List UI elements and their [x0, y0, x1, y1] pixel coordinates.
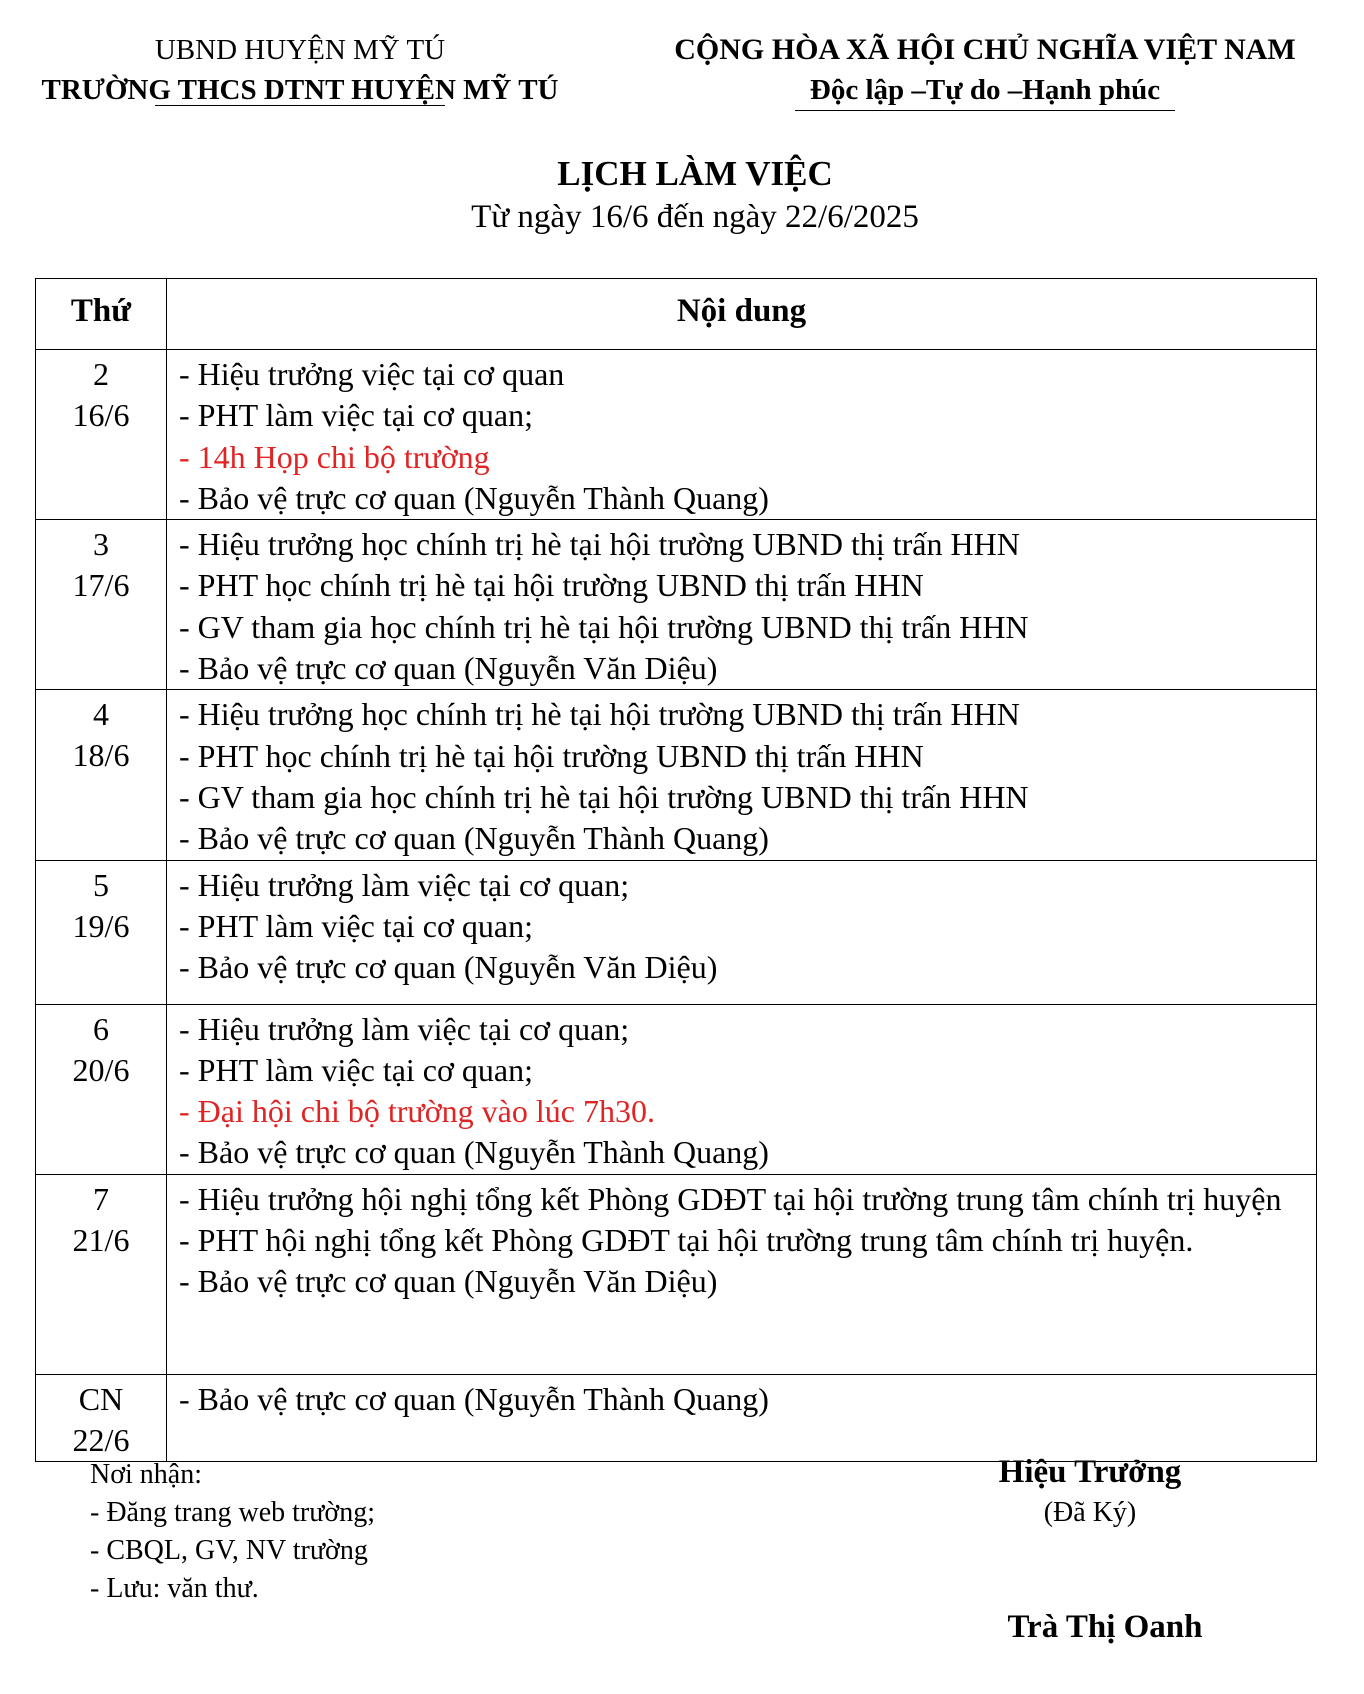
content-cell — [167, 1374, 1317, 1461]
table-row — [36, 1174, 1317, 1374]
task-line: - PHT học chính trị hè tại hội trường UBND thị trấn HHN — [179, 737, 924, 774]
schedule-table — [35, 278, 1317, 1462]
content-cell — [167, 690, 1317, 860]
date-label: 22/6 — [72, 1421, 130, 1458]
header-content: Nội dung — [167, 279, 1317, 350]
signature-block — [960, 1450, 1220, 1532]
task-line: - Hiệu trưởng làm việc tại cơ quan; — [179, 866, 630, 903]
recipient-item: - CBQL, GV, NV trường — [90, 1535, 368, 1566]
recipients-label: Nơi nhận: — [90, 1459, 203, 1490]
day-cell — [36, 860, 167, 1004]
task-line: - PHT làm việc tại cơ quan; — [179, 397, 534, 434]
task-line: - PHT học chính trị hè tại hội trường UBND thị trấn HHN — [179, 567, 924, 604]
recipient-item: - Lưu: văn thư. — [90, 1573, 259, 1604]
content-cell — [167, 860, 1317, 1004]
content-cell — [167, 1174, 1317, 1374]
task-line: - Bảo vệ trực cơ quan (Nguyễn Thành Quang) — [179, 820, 769, 857]
weekday-label: CN — [78, 1380, 124, 1417]
recipients-block — [90, 1456, 375, 1608]
weekday-label: 5 — [93, 866, 109, 903]
table-row — [36, 690, 1317, 860]
table-row — [36, 520, 1317, 690]
task-line: - Hiệu trưởng học chính trị hè tại hội trường UBND thị trấn HHN — [179, 696, 1020, 733]
day-cell — [36, 690, 167, 860]
date-label: 19/6 — [72, 907, 130, 944]
republic-name: CỘNG HÒA XÃ HỘI CHỦ NGHĨA VIỆT NAM — [674, 33, 1296, 66]
schedule-body — [36, 350, 1317, 1462]
recipient-item: - Đăng trang web trường; — [90, 1497, 376, 1528]
task-line: - Bảo vệ trực cơ quan (Nguyễn Thành Quang) — [179, 1380, 769, 1417]
task-line: - Bảo vệ trực cơ quan (Nguyễn Văn Diệu) — [179, 1263, 718, 1300]
task-line: - Bảo vệ trực cơ quan (Nguyễn Văn Diệu) — [179, 949, 718, 986]
school-name-underline — [155, 105, 445, 106]
national-header-block — [640, 30, 1330, 110]
day-cell — [36, 350, 167, 520]
task-line: - Hiệu trưởng học chính trị hè tại hội trường UBND thị trấn HHN — [179, 526, 1020, 563]
header-day: Thứ — [36, 279, 167, 350]
day-cell — [36, 1174, 167, 1374]
document-date-range: Từ ngày 16/6 đến ngày 22/6/2025 — [471, 199, 919, 235]
date-label: 17/6 — [72, 567, 130, 604]
task-line: - Hiệu trưởng hội nghị tổng kết Phòng GDĐT tại hội trường trung tâm chính trị huyện — [179, 1180, 1282, 1217]
content-cell — [167, 1004, 1317, 1174]
task-line: - Bảo vệ trực cơ quan (Nguyễn Văn Diệu) — [179, 650, 718, 687]
issuing-agency-block — [10, 30, 590, 110]
table-header-row — [36, 279, 1317, 350]
task-line: - Bảo vệ trực cơ quan (Nguyễn Thành Quang) — [179, 1134, 769, 1171]
school-name: TRƯỜNG THCS DTNT HUYỆN MỸ TÚ — [41, 74, 559, 106]
signed-note: (Đã Ký) — [1043, 1497, 1137, 1528]
date-label: 16/6 — [72, 397, 130, 433]
task-line: - Bảo vệ trực cơ quan (Nguyễn Thành Quang) — [179, 479, 769, 516]
signer-title: Hiệu Trưởng — [998, 1454, 1182, 1490]
date-label: 20/6 — [72, 1051, 130, 1088]
table-row — [36, 1374, 1317, 1461]
day-cell — [36, 1004, 167, 1174]
table-row — [36, 350, 1317, 520]
task-line: - GV tham gia học chính trị hè tại hội trường UBND thị trấn HHN — [179, 608, 1029, 645]
weekday-label: 2 — [93, 356, 109, 392]
task-line: - Hiệu trưởng việc tại cơ quan — [179, 356, 565, 392]
highlighted-task: - 14h Họp chi bộ trường — [179, 438, 490, 475]
weekday-label: 7 — [93, 1180, 109, 1217]
date-label: 18/6 — [72, 737, 130, 774]
task-line: - PHT hội nghị tổng kết Phòng GDĐT tại hội trường trung tâm chính trị huyện. — [179, 1222, 1194, 1259]
task-line: - PHT làm việc tại cơ quan; — [179, 1051, 534, 1088]
day-cell — [36, 520, 167, 690]
date-label: 21/6 — [72, 1221, 130, 1258]
task-line: - Hiệu trưởng làm việc tại cơ quan; — [179, 1010, 630, 1047]
parent-agency-name: UBND HUYỆN MỸ TÚ — [154, 34, 446, 66]
table-row — [36, 1004, 1317, 1174]
day-cell — [36, 1374, 167, 1461]
document-title: LỊCH LÀM VIỆC — [557, 154, 833, 193]
weekday-label: 4 — [93, 696, 109, 733]
motto: Độc lập –Tự do –Hạnh phúc — [809, 74, 1161, 106]
weekday-label: 3 — [93, 526, 109, 563]
signer-name: Trà Thị Oanh — [1007, 1609, 1203, 1645]
content-cell — [167, 350, 1317, 520]
table-row — [36, 860, 1317, 1004]
weekday-label: 6 — [93, 1010, 109, 1047]
content-cell — [167, 520, 1317, 690]
task-line: - GV tham gia học chính trị hè tại hội trường UBND thị trấn HHN — [179, 778, 1029, 815]
task-line: - PHT làm việc tại cơ quan; — [179, 907, 534, 944]
highlighted-task: - Đại hội chi bộ trường vào lúc 7h30. — [179, 1093, 655, 1130]
motto-underline — [795, 110, 1175, 111]
